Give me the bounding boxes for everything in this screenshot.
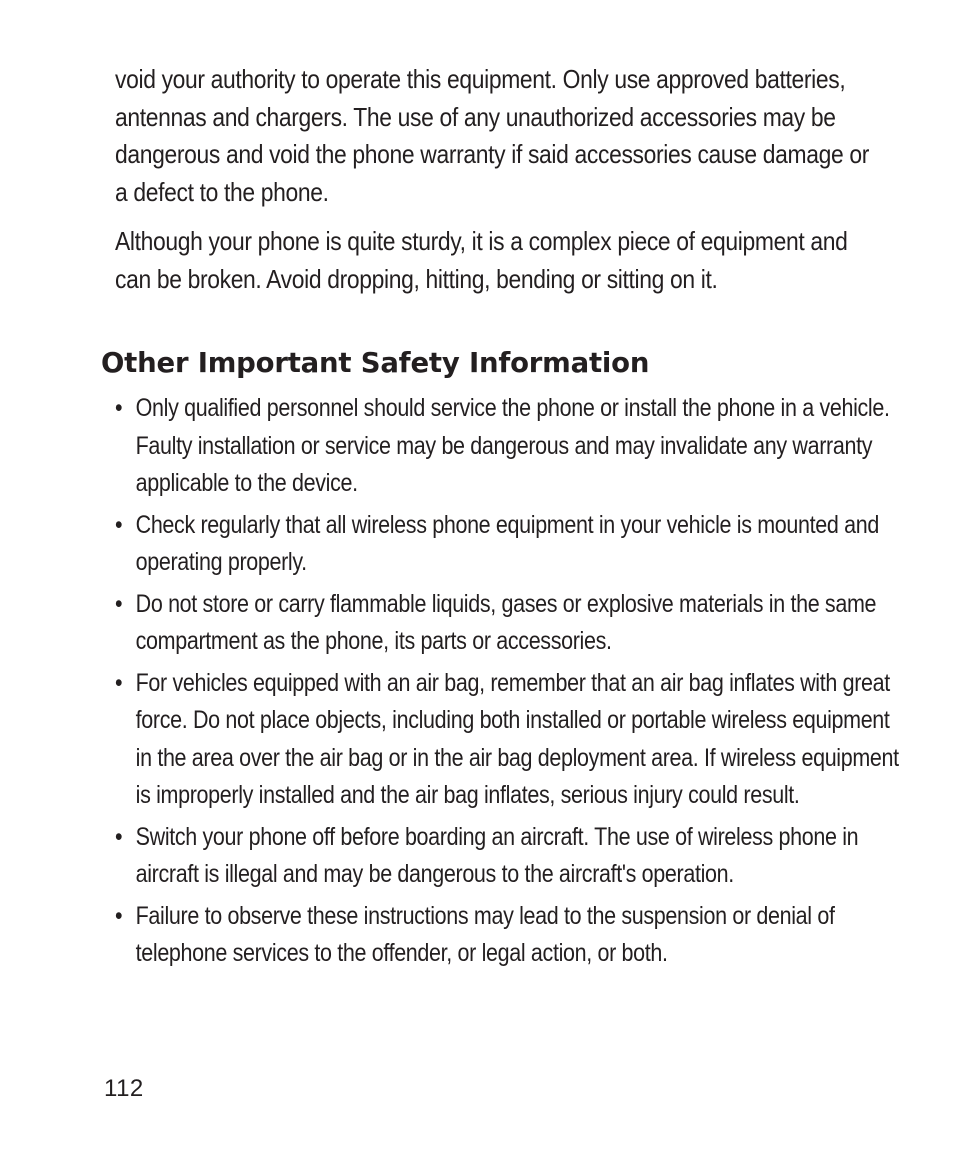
list-item-text: Failure to observe these instructions may lead to the suspension or denial of telephone services to the offender, or legal action, or both. (135, 901, 835, 967)
body-paragraph: void your authority to operate this equipment. Only use approved batteries, antennas and chargers. The use of any unauthorized accessories may be dangerous and void the phone warranty if said accessories cause damage or a defect to the phone. (115, 64, 869, 207)
list-item-text: Switch your phone off before boarding an aircraft. The use of wireless phone in aircraft is illegal and may be dangerous to the aircraft's operation. (135, 822, 859, 888)
list-item-text: Do not store or carry flammable liquids, gases or explosive materials in the same compartment as the phone, its parts or accessories. (135, 589, 877, 655)
section-heading: Other Important Safety Information (101, 347, 650, 379)
bullet-icon: • (115, 668, 123, 697)
page-number: 112 (104, 1075, 144, 1102)
body-paragraph: Although your phone is quite sturdy, it is a complex piece of equipment and can be broken. Avoid dropping, hitting, bending or sitting on it. (115, 226, 848, 294)
list-item (115, 898, 899, 973)
list-item (115, 390, 899, 503)
list-item-text: For vehicles equipped with an air bag, remember that an air bag inflates with great force. Do not place objects, including both installed or portable wireless equipment in the area over the air bag or in the air bag deployment area. If wireless equipment is improperly installed and the air bag inflates, serious injury could result. (135, 668, 899, 809)
bullet-icon: • (115, 394, 123, 422)
list-item (115, 665, 899, 815)
list-item (115, 819, 899, 894)
safety-bullet-list (115, 390, 899, 977)
list-item-text: Only qualified personnel should service the phone or install the phone in a vehicle. Faulty installation or service may be dangerous and may invalidate any warranty applicable to the device. (135, 394, 890, 497)
bullet-icon: • (115, 510, 123, 539)
bullet-icon: • (115, 822, 123, 851)
bullet-icon: • (115, 901, 123, 930)
bullet-icon: • (115, 589, 123, 618)
list-item-text: Check regularly that all wireless phone equipment in your vehicle is mounted and operating properly. (135, 510, 879, 576)
list-item (115, 586, 899, 661)
list-item (115, 507, 899, 582)
